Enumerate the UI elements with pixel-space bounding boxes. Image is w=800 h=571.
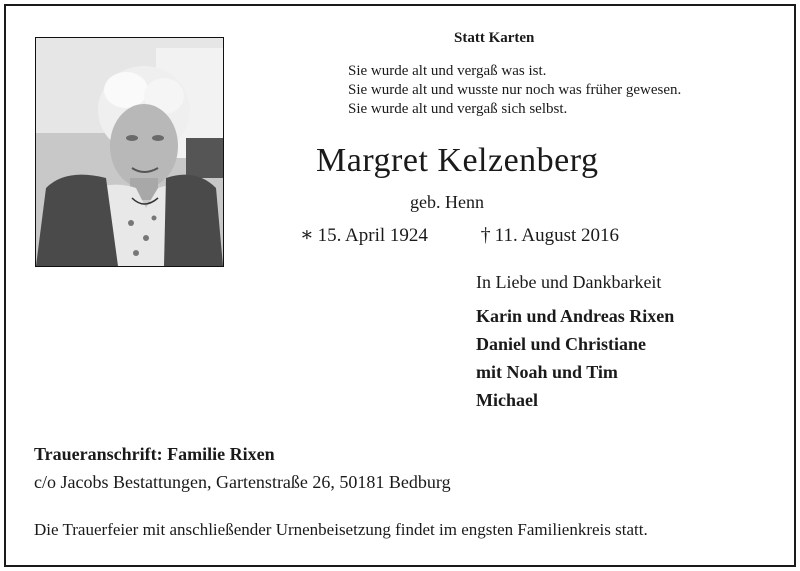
death-cross-icon: † [480,224,491,246]
portrait-image [36,38,223,266]
funeral-note: Die Trauerfeier mit anschließender Urnenbeisetzung findet im engsten Familienkreis statt. [34,520,648,539]
verse-block [348,62,681,119]
birth-star-icon: ∗ [300,224,314,246]
birth-date: 15. April 1924 [317,225,428,246]
obituary-card [4,4,796,567]
mourning-address: c/o Jacobs Bestattungen, Gartenstraße 26, 50181 Bedburg [34,472,451,492]
maiden-name: geb. Henn [410,192,484,212]
mourner-line: Karin und Andreas Rixen [476,306,675,326]
verse-line: Sie wurde alt und vergaß sich selbst. [348,101,568,117]
mourning-address-title: Traueranschrift: Familie Rixen [34,444,275,464]
mourners-list [476,302,674,414]
deceased-name: Margret Kelzenberg [316,142,599,179]
statt-karten-heading: Statt Karten [454,30,535,46]
life-dates [300,222,619,247]
mourner-line: Michael [476,390,538,410]
mourners-intro: In Liebe und Dankbarkeit [476,272,662,292]
mourner-line: Daniel und Christiane [476,334,647,354]
death-date: 11. August 2016 [494,225,620,246]
portrait-photo [35,37,224,267]
mourner-line: mit Noah und Tim [476,362,618,382]
verse-line: Sie wurde alt und wusste nur noch was früher gewesen. [348,82,682,98]
verse-line: Sie wurde alt und vergaß was ist. [348,63,547,79]
